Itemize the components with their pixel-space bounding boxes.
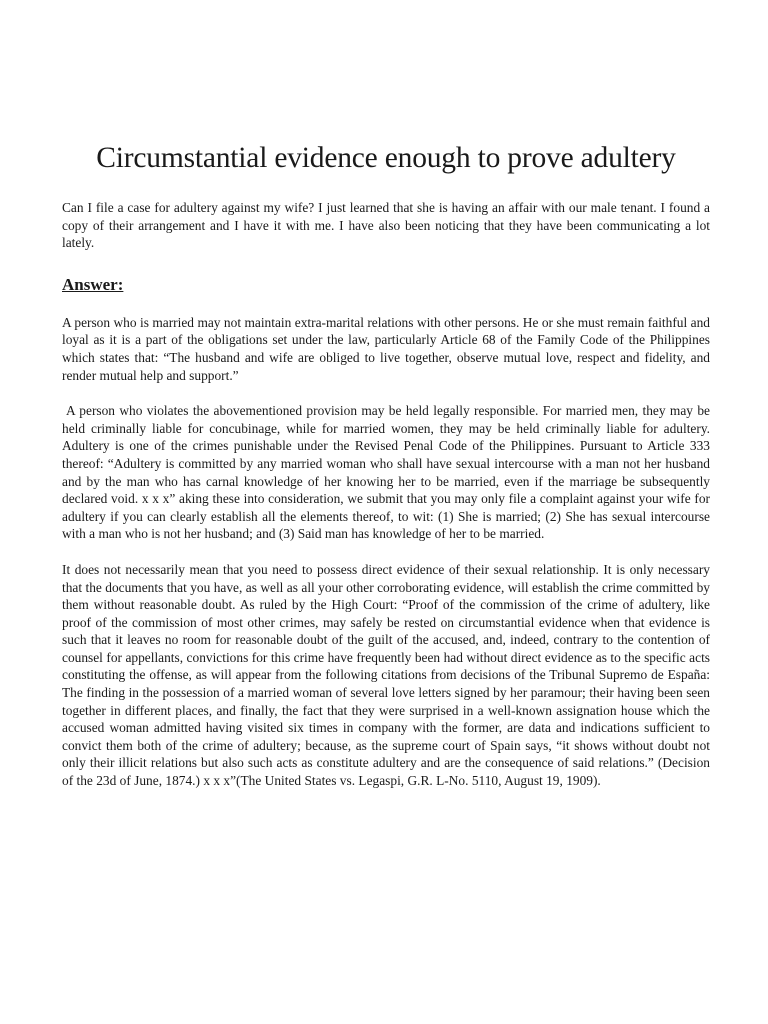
answer-paragraph-2: A person who violates the abovementioned provision may be held legally responsible. For married men, they may be held criminally liable for concubinage, while for married women, they may be held criminally liable for adultery. Adultery is one of the crimes punishable under the Revised Penal Code of the Philippines. Pursuant to Article 333 thereof: “Adultery is committed by any married woman who shall have sexual intercourse with a man not her husband and by the man who has carnal knowledge of her knowing her to be married, even if the marriage be subsequently declared void. x x x” aking these into consideration, we submit that you may only file a complaint against your wife for adultery if you can clearly establish all the elements thereof, to wit: (1) She is married; (2) She has sexual intercourse with a man who is not her husband; and (3) Said man has knowledge of her to be married. (62, 403, 710, 542)
answer-paragraph-3: It does not necessarily mean that you need to possess direct evidence of their sexual relationship. It is only necessary that the documents that you have, as well as all your other corroborating evidence, will establish the crime committed by them without reasonable doubt. As ruled by the High Court: “Proof of the commission of the crime of adultery, like proof of the commission of most other crimes, may safely be rested on circumstantial evidence when that evidence is such that it leaves no room for reasonable doubt of the guilt of the accused, and, indeed, contrary to the contention of counsel for appellants, convictions for this crime have frequently been had without direct evidence as to the specific acts constituting the offense, as will appear from the following citations from decisions of the Tribunal Supremo de España: The finding in the possession of a married woman of several love letters signed by her paramour; their having been seen together in different places, and finally, the fact that they were surprised in a well-known assignation house which the accused woman admitted having visited six times in company with the former, are data and indications sufficient to convict them both of the crime of adultery; because, as the supreme court of Spain says, “it shows without doubt not only their illicit relations but also such acts as constitute adultery and are the consequence of said relations.” (Decision of the 23d of June, 1874.) x x x”(The United States vs. Legaspi, G.R. L-No. 5110, August 19, 1909). (62, 561, 710, 789)
page-title: Circumstantial evidence enough to prove adultery (96, 142, 676, 174)
answer-paragraph-1: A person who is married may not maintain extra-marital relations with other persons. He or she must remain faithful and loyal as it is a part of the obligations set under the law, particularly Article 68 of the Family Code of the Philippines which states that: “The husband and wife are obliged to live together, observe mutual love, respect and fidelity, and render mutual help and support.” (62, 314, 710, 383)
answer-heading: Answer: (62, 274, 124, 294)
question-paragraph: Can I file a case for adultery against my wife? I just learned that she is having an affair with our male tenant. I found a copy of their arrangement and I have it with me. I have also been noticing that they have been communicating a lot lately. (62, 200, 710, 251)
